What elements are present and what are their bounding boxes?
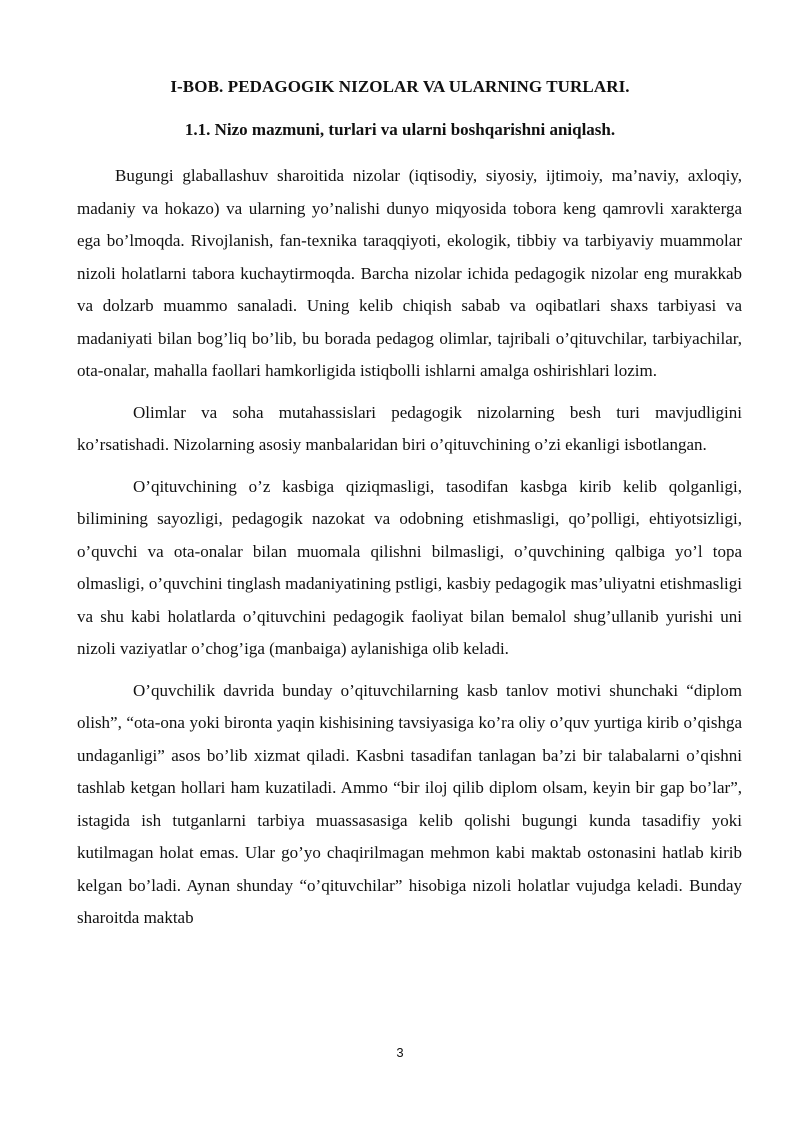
page-number: 3: [396, 1045, 404, 1060]
paragraph-4: O’quvchilik davrida bunday o’qituvchilarning kasb tanlov motivi shunchaki “diplom olish”, “ota-ona yoki bironta yaqin kishisining tavsiyasiga ko’ra oliy o’quv yurtiga kirib o’qishga undaganligi” asos bo’lib xizmat qiladi. Kasbni tasadifan tanlagan ba’zi bir talabalarni o’qishni tashlab ketgan hollari ham kuzatiladi. Ammo “bir iloj qilib diplom olsam, keyin bir gap bo’lar”, istagida ish tutganlarni tarbiya muassasasiga kelib qolishi bugungi kunda tasadifiy yoki kutilmagan holat emas. Ular go’yo chaqirilmagan mehmon kabi maktab ostonasini hatlab kirib kelgan bo’ladi. Aynan shunday “o’qituvchilar” hisobiga nizoli holatlar vujudga keladi. Bunday sharoitda maktab: [77, 680, 742, 927]
section-title: 1.1. Nizo mazmuni, turlari va ularni boshqarishni aniqlash.: [184, 120, 616, 139]
paragraph-2: Olimlar va soha mutahassislari pedagogik nizolarning besh turi mavjudligini ko’rsatishadi. Nizolarning asosiy manbalaridan biri o’qituvchining o’zi ekanligi isbotlangan.: [77, 402, 742, 454]
paragraph-3: O’qituvchining o’z kasbiga qiziqmasligi, tasodifan kasbga kirib kelib qolganligi, bilimining sayozligi, pedagogik nazokat va odobning etishmasligi, qo’polligi, ehtiyotsizligi, o’quvchi va ota-onalar bilan muomala qilishni bilmasligi, o’quvchining qalbiga yo’l topa olmasligi, o’quvchini tinglash madaniyatining pstligi, kasbiy pedagogik mas’uliyatni etishmasligi va shu kabi holatlarda o’qituvchini pedagogik faoliyat bilan bemalol shug’ullanib yurishi uni nizoli vaziyatlar o’chog’iga (manbaiga) aylanishiga olib keladi.: [77, 476, 742, 658]
paragraph-1: Bugungi glaballashuv sharoitida nizolar (iqtisodiy, siyosiy, ijtimoiy, ma’naviy, axloqiy, madaniy va hokazo) va ularning yo’nalishi dunyo miqyosida tobora keng qamrovli xarakterga ega bo’lmoqda. Rivojlanish, fan-texnika taraqqiyoti, ekologik, tibbiy va tarbiyaviy muammolar nizoli holatlarni tabora kuchaytirmoqda. Barcha nizolar ichida pedagogik nizolar eng murakkab va dolzarb muammo sanaladi. Uning kelib chiqish sabab va oqibatlari shaxs tarbiyasi va madaniyati bilan bog’liq bo’lib, bu borada pedagog olimlar, tajribali o’qituvchilar, tarbiyachilar, ota-onalar, mahalla faollari hamkorligida istiqbolli ishlarni amalga oshirishlari lozim.: [77, 166, 742, 380]
chapter-title: I-BOB. PEDAGOGIK NIZOLAR VA ULARNING TURLARI.: [170, 77, 630, 96]
body-text: [77, 160, 742, 935]
